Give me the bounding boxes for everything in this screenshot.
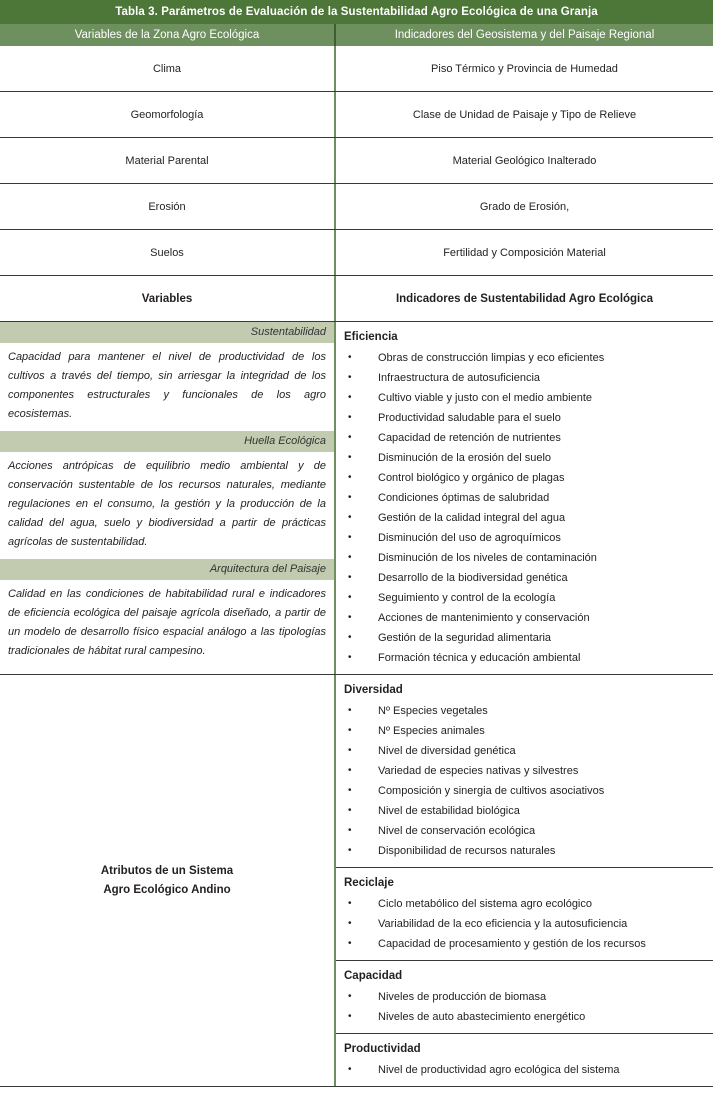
attribute-groups-column xyxy=(334,675,713,1086)
column-header-variables-zone: Variables de la Zona Agro Ecológica xyxy=(74,29,260,41)
table-row xyxy=(0,138,713,184)
indicator-cell: Material Geológico Inalterado xyxy=(334,138,713,183)
table-title: Tabla 3. Parámetros de Evaluación de la Sustentabilidad Agro Ecológica de una Granja xyxy=(0,0,713,24)
list-item: • Acciones de mantenimiento y conservación xyxy=(336,608,713,628)
column-header-indicators-regional: Indicadores del Geosistema y del Paisaje Regional xyxy=(334,24,713,46)
group-title: Productividad xyxy=(344,1043,421,1055)
list-item: • Seguimiento y control de la ecología xyxy=(336,588,713,608)
indicator-group-eficiencia xyxy=(336,322,713,674)
list-item: • Condiciones óptimas de salubridad xyxy=(336,488,713,508)
concept-label: Sustentabilidad xyxy=(0,322,334,343)
list-item: • Gestión de la calidad integral del agua xyxy=(336,508,713,528)
indicator-cell: Grado de Erosión, xyxy=(334,184,713,229)
list-item: • Capacidad de procesamiento y gestión de los recursos xyxy=(336,934,713,954)
concept-label: Huella Ecológica xyxy=(0,431,334,452)
efficiency-column xyxy=(334,322,713,674)
indicator-cell: Piso Térmico y Provincia de Humedad xyxy=(334,46,713,91)
second-header-row xyxy=(0,276,713,322)
list-item: • Obras de construcción limpias y eco eficientes xyxy=(336,348,713,368)
bullet-list xyxy=(336,987,713,1027)
indicator-cell: Clase de Unidad de Paisaje y Tipo de Relieve xyxy=(334,92,713,137)
efficiency-bullet-list xyxy=(336,348,713,668)
concept-description: Capacidad para mantener el nivel de productividad de los cultivos a través del tiempo, sin arriesgar la integridad de los componentes estructurales y funcionales de los agro ecosistemas. xyxy=(8,351,326,420)
group-title: Eficiencia xyxy=(344,331,398,343)
group-title: Capacidad xyxy=(344,970,403,982)
list-item: • Nº Especies vegetales xyxy=(336,701,713,721)
list-item: • Control biológico y orgánico de plagas xyxy=(336,468,713,488)
indicator-group-productividad xyxy=(336,1033,713,1086)
variable-cell: Material Parental xyxy=(125,154,209,167)
table-row xyxy=(0,92,713,138)
concepts-and-efficiency-section xyxy=(0,322,713,675)
group-title: Diversidad xyxy=(344,684,403,696)
bullet-list xyxy=(336,1060,713,1080)
list-item: • Nivel de conservación ecológica xyxy=(336,821,713,841)
list-item: • Nivel de estabilidad biológica xyxy=(336,801,713,821)
list-item: • Disponibilidad de recursos naturales xyxy=(336,841,713,861)
second-header-indicators: Indicadores de Sustentabilidad Agro Ecológica xyxy=(334,276,713,321)
variable-cell: Erosión xyxy=(148,200,186,213)
list-item: • Formación técnica y educación ambiental xyxy=(336,648,713,668)
indicator-group-capacidad xyxy=(336,960,713,1033)
bullet-list xyxy=(336,701,713,861)
indicator-cell: Fertilidad y Composición Material xyxy=(334,230,713,275)
list-item: • Gestión de la seguridad alimentaria xyxy=(336,628,713,648)
table-row xyxy=(0,230,713,276)
concepts-column xyxy=(0,322,334,674)
list-item: • Niveles de auto abastecimiento energético xyxy=(336,1007,713,1027)
table-row xyxy=(0,184,713,230)
variable-cell: Clima xyxy=(152,62,182,75)
list-item: • Disminución del uso de agroquímicos xyxy=(336,528,713,548)
list-item: • Niveles de producción de biomasa xyxy=(336,987,713,1007)
group-title: Reciclaje xyxy=(344,877,394,889)
list-item: • Nivel de diversidad genética xyxy=(336,741,713,761)
concept-description: Calidad en las condiciones de habitabilidad rural e indicadores de eficiencia ecológica del paisaje agrícola diseñado, a partir de un modelo de desarrollo físico espacial análogo a las tipologías tradicionales de hábitat rural campesino. xyxy=(8,588,326,657)
bullet-list xyxy=(336,894,713,954)
list-item: • Nº Especies animales xyxy=(336,721,713,741)
list-item: • Disminución de la erosión del suelo xyxy=(336,448,713,468)
concept-label: Arquitectura del Paisaje xyxy=(0,559,334,580)
second-header-variables: Variables xyxy=(141,292,193,305)
variable-cell: Suelos xyxy=(150,246,184,259)
attributes-section xyxy=(0,675,713,1087)
attributes-label xyxy=(0,675,334,1086)
variable-rows-container xyxy=(0,46,713,276)
attributes-label-line2: Agro Ecológico Andino xyxy=(103,883,231,896)
list-item: • Nivel de productividad agro ecológica del sistema xyxy=(336,1060,713,1080)
attributes-label-line1: Atributos de un Sistema xyxy=(100,864,234,877)
attributes-label-column xyxy=(0,675,334,1086)
list-item: • Ciclo metabólico del sistema agro ecológico xyxy=(336,894,713,914)
list-item: • Desarrollo de la biodiversidad genética xyxy=(336,568,713,588)
list-item: • Productividad saludable para el suelo xyxy=(336,408,713,428)
indicator-group-diversidad xyxy=(336,675,713,867)
list-item: • Cultivo viable y justo con el medio ambiente xyxy=(336,388,713,408)
list-item: • Variabilidad de la eco eficiencia y la autosuficiencia xyxy=(336,914,713,934)
variable-cell: Geomorfología xyxy=(130,108,204,121)
list-item: • Variedad de especies nativas y silvestres xyxy=(336,761,713,781)
list-item: • Disminución de los niveles de contaminación xyxy=(336,548,713,568)
table-row xyxy=(0,46,713,92)
table-column-header xyxy=(0,24,713,46)
list-item: • Infraestructura de autosuficiencia xyxy=(336,368,713,388)
indicator-group-reciclaje xyxy=(336,867,713,960)
list-item: • Capacidad de retención de nutrientes xyxy=(336,428,713,448)
list-item: • Composición y sinergia de cultivos asociativos xyxy=(336,781,713,801)
concept-description: Acciones antrópicas de equilibrio medio ambiental y de conservación sustentable de los recursos naturales, mediante regulaciones en el consumo, la gestión y la producción de la calidad del agua, suelo y biodiversidad a partir de prácticas agrícolas de sustentabilidad. xyxy=(8,460,326,548)
